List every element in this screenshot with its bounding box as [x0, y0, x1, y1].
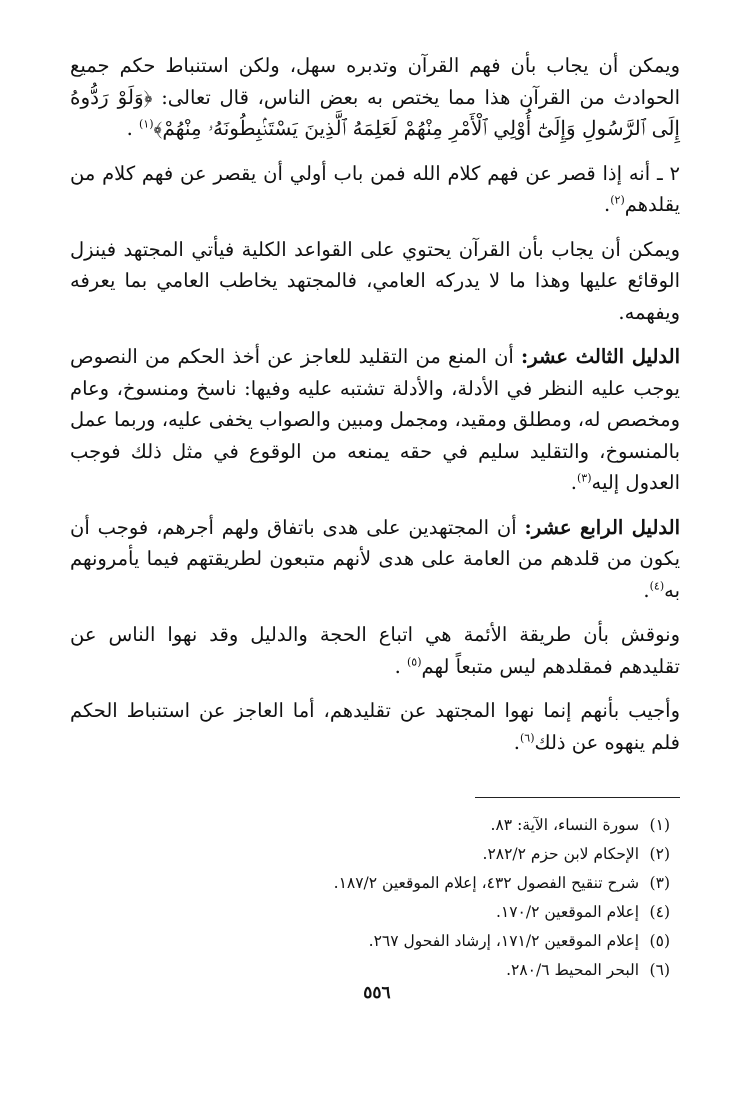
paragraph-text: ويمكن أن يجاب بأن القرآن يحتوي على القواعد الكلية فيأتي المجتهد فينزل الوقائع عليها وهذا ما لا يدركه العامي، فالمجتهد يخاطب العامي بما يعرفه ويفهمه.	[70, 237, 680, 324]
paragraph-7	[70, 695, 680, 758]
paragraph-end: .	[570, 471, 577, 494]
footnote-ref-2[interactable]: (٢)	[610, 193, 625, 207]
paragraph-text: أن المجتهدين على هدى باتفاق ولهم أجرهم، فوجب أن يكون من قلدهم من العامة على هدى لأنهم متبعون لطريقتهم فيما يأمرونهم به	[70, 515, 680, 602]
footnote-text: سورة النساء، الآية: ٨٣.	[490, 816, 640, 834]
paragraph-text: وأجيب بأنهم إنما نهوا المجتهد عن تقليدهم، أما العاجز عن استنباط الحكم فلم ينهوه عن ذلك	[70, 699, 680, 754]
paragraph-3	[70, 234, 680, 329]
footnote-item	[70, 956, 670, 985]
footnote-separator	[475, 797, 680, 798]
paragraph-end: .	[643, 578, 650, 602]
footnote-item	[70, 840, 670, 869]
footnote-text: إعلام الموقعين ١٧٠/٢.	[495, 903, 640, 921]
paragraph-2	[70, 158, 680, 221]
footnote-text: البحر المحيط ٢٨٠/٦.	[506, 961, 640, 979]
paragraph-1	[70, 50, 680, 145]
footnote-number: (٣)	[649, 874, 670, 892]
footnote-item	[70, 811, 670, 840]
paragraph-end: .	[513, 730, 520, 754]
paragraph-5	[70, 512, 680, 607]
page-number: ٥٥٦	[363, 983, 391, 1003]
paragraph-end: .	[394, 654, 401, 678]
footnote-item	[70, 898, 670, 927]
paragraph-text: ونوقش بأن طريقة الأئمة هي اتباع الحجة والدليل وقد نهوا الناس عن تقليدهم فمقلدهم ليس متبعاً لهم	[70, 623, 680, 678]
footnote-item	[70, 927, 670, 956]
paragraph-text: أن المنع من التقليد للعاجز عن أخذ الحكم من النصوص يوجب عليه النظر في الأدلة، والأدلة تشتبه عليه وفيها: ناسخ ومنسوخ، وعام ومخصص له، ومطلق ومقيد، ومجمل ومبين والصواب يخفى عليه، وربما عمل بالمنسوخ، والتقليد سليم في حقه يمنعه من الوقوع في مثل ذلك فوجب العدول إليه	[70, 345, 680, 494]
footnote-number: (٤)	[649, 903, 670, 921]
page-body	[70, 50, 680, 771]
footnote-ref-4[interactable]: (٤)	[649, 579, 665, 592]
footnote-text: إعلام الموقعين ١٧١/٢، إرشاد الفحول ٢٦٧.	[368, 932, 640, 950]
footnote-number: (٥)	[649, 932, 670, 950]
paragraph-text: ٢ ـ أنه إذا قصر عن فهم كلام الله فمن باب أولي أن يقصر عن فهم كلام من يقلدهم	[70, 161, 680, 216]
paragraph-6	[70, 619, 680, 682]
section-heading-14: الدليل الرابع عشر:	[524, 515, 680, 539]
footnote-text: الإحكام لابن حزم ٢٨٢/٢.	[482, 845, 640, 863]
footnote-item	[70, 869, 670, 898]
paragraph-4	[70, 341, 680, 499]
footnote-text: شرح تنقيح الفصول ٤٣٢، إعلام الموقعين ١٨٧/٢.	[333, 874, 640, 892]
footnote-ref-1[interactable]: (١)	[138, 117, 154, 131]
paragraph-end: .	[604, 193, 611, 216]
quran-verse: ﴿وَلَوْ رَدُّوهُ إِلَى ٱلرَّسُولِ وَإِلَىٰٓ أُوْلِي ٱلْأَمْرِ مِنْهُمْ لَعَلِمَهُ ٱلَّذِينَ يَسْتَنۢبِطُونَهُۥ مِنْهُمْ﴾	[70, 84, 680, 140]
paragraph-text: ويمكن أن يجاب بأن فهم القرآن وتدبره سهل، ولكن استنباط حكم جميع الحوادث من القرآن هذا مما يختص به بعض الناس، قال تعالى:	[70, 54, 681, 109]
footnote-ref-5[interactable]: (٥)	[406, 655, 422, 668]
footnote-number: (١)	[649, 816, 670, 834]
section-heading-13: الدليل الثالث عشر:	[521, 345, 681, 368]
paragraph-end: .	[126, 117, 133, 140]
footnotes	[70, 811, 670, 985]
footnote-ref-6[interactable]: (٦)	[520, 731, 535, 744]
footnote-number: (٢)	[649, 845, 670, 863]
footnote-number: (٦)	[649, 961, 670, 979]
footnote-ref-3[interactable]: (٣)	[577, 471, 592, 485]
